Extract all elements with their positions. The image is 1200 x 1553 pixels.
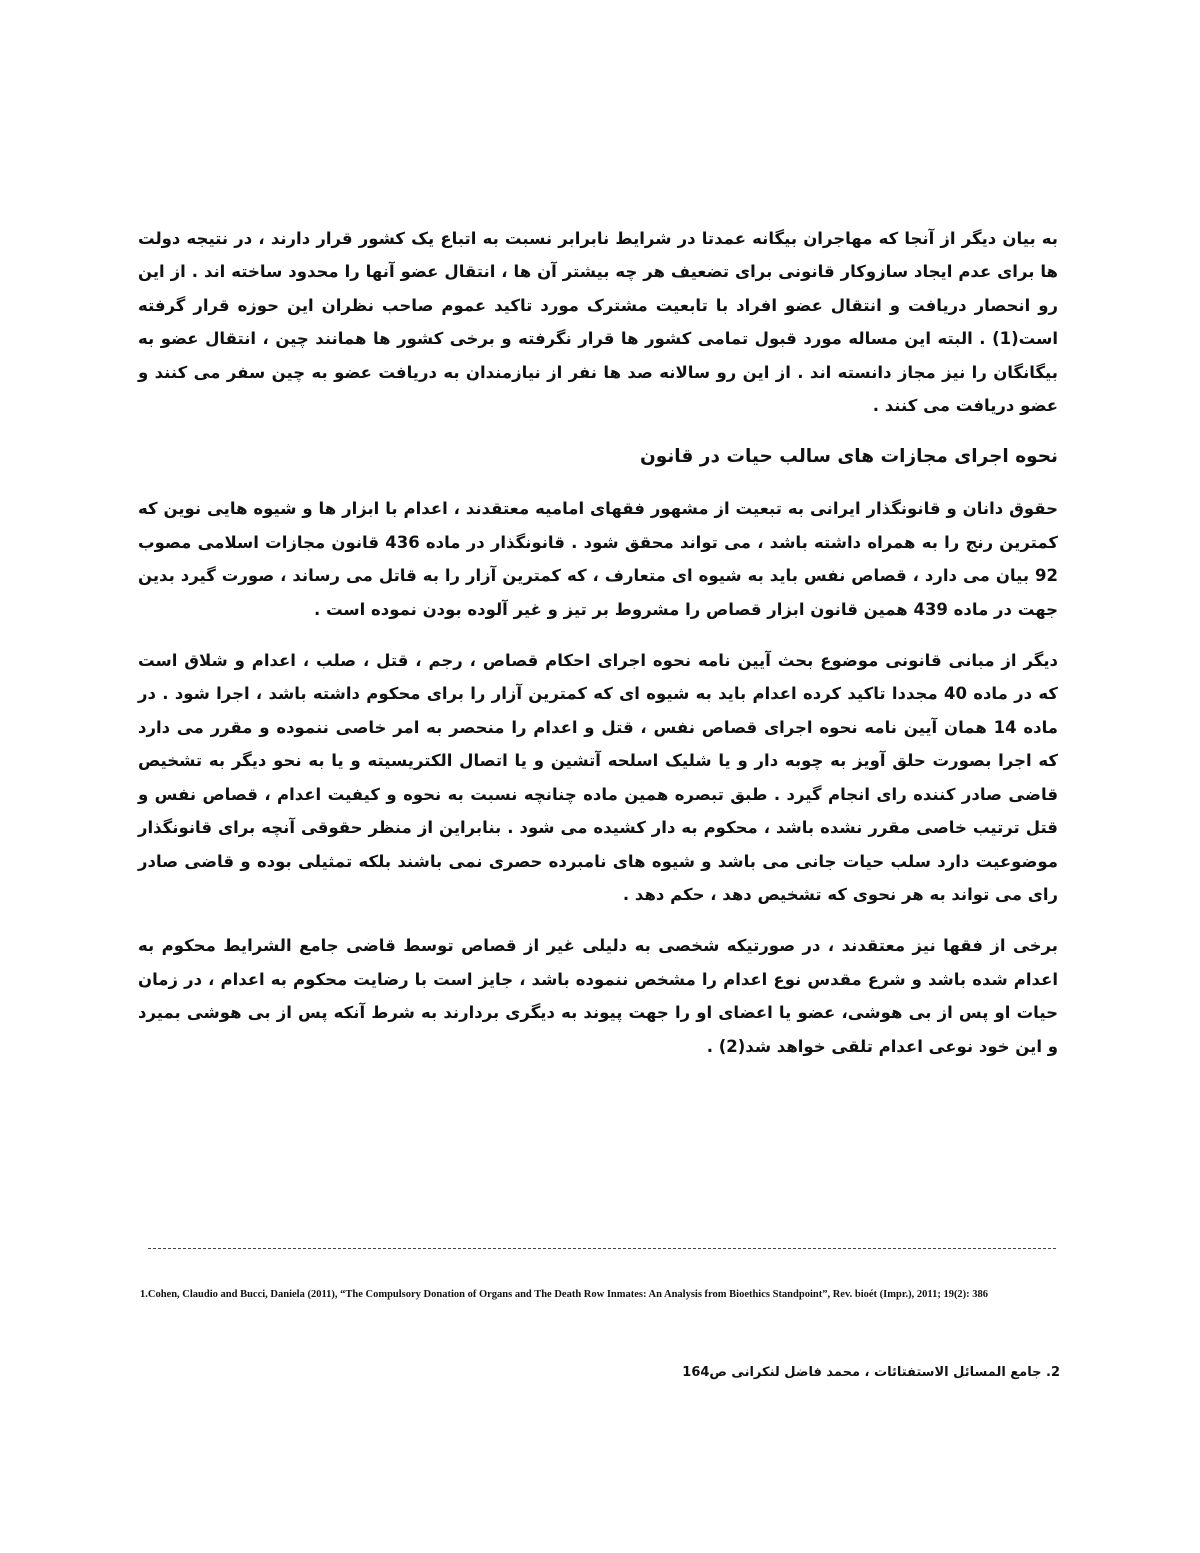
document-body (138, 222, 1058, 1081)
section-heading: نحوه اجرای مجازات های سالب حیات در قانون (639, 446, 1058, 468)
paragraph: برخی از فقها نیز معتقدند ، در صورتیکه شخصی به دلیلی غیر از قصاص توسط قاضی جامع الشرایط محکوم به اعدام شده باشد و شرع مقدس نوع اعدام را مشخص ننموده باشد ، جایز است با رضایت محکوم به اعدام ، در زمان حیات او پس از بی هوشی، عضو یا اعضای او را جهت پیوند به دیگری بردارند به شرط آنکه پس از بی هوشی بمیرد و این خود نوعی اعدام تلقی خواهد شد(2) . (138, 936, 1058, 1056)
paragraph: به بیان دیگر از آنجا که مهاجران بیگانه عمدتا در شرایط نابرابر نسبت به اتباع یک کشور قرار دارند ، در نتیجه دولت ها برای عدم ایجاد سازوکار قانونی برای تضعیف هر چه بیشتر آن ها ، انتقال عضو آنها را محدود ساخته اند . از این رو انحصار دریافت و انتقال عضو افراد با تابعیت مشترک مورد تاکید عموم صاحب نظران این حوزه قرار گرفته است(1) . البته این مساله مورد قبول تمامی کشور ها قرار نگرفته و برخی کشور ها همانند چین ، انتقال عضو به بیگانگان را نیز مجاز دانسته اند . از این رو سالانه صد ها نفر از نیازمندان به دریافت عضو به چین سفر می کنند و عضو دریافت می کنند . (138, 229, 1058, 416)
paragraph: حقوق دانان و قانونگذار ایرانی به تبعیت از مشهور فقهای امامیه معتقدند ، اعدام با ابزار ها و شیوه هایی نوین که کمترین رنج را به همراه داشته باشد ، می تواند محقق شود . قانونگذار در ماده 436 قانون مجازات اسلامی مصوب 92 بیان می دارد ، قصاص نفس باید به شیوه ای متعارف ، که کمترین آزار را به قاتل می رساند ، صورت گیرد بدین جهت در ماده 439 همین قانون ابزار قصاص را مشروط بر تیز و غیر آلوده بودن نموده است . (138, 499, 1058, 619)
footnote-separator (148, 1248, 1056, 1249)
paragraph: دیگر از مبانی قانونی موضوع بحث آیین نامه نحوه اجرای احکام قصاص ، رجم ، قتل ، صلب ، اعدام و شلاق است که در ماده 40 مجددا تاکید کرده اعدام باید به شیوه ای که کمترین آزار را برای محکوم داشته باشد ، اجرا شود . در ماده 14 همان آیین نامه نحوه اجرای قصاص نفس ، قتل و اعدام را منحصر به امر خاصی ننموده و مقرر می دارد که اجرا بصورت حلق آویز به چوبه دار و یا شلیک اسلحه آتشین و یا اتصال الکتریسیته و یا به نحو دیگر به تشخیص قاضی صادر کننده رای انجام گیرد . طبق تبصره همین ماده چنانچه نسبت به نحوه و کیفیت اعدام ، قصاص نفس و قتل ترتیب خاصی مقرر نشده باشد ، محکوم به دار کشیده می شود . بنابراین از منظر حقوقی آنچه برای قانونگذار موضوعیت دارد سلب حیات جانی می باشد و شیوه های نامبرده حصری نمی باشند بلکه تمثیلی بوده و قاضی صادر رای می تواند به هر نحوی که تشخیص دهد ، حکم دهد . (138, 651, 1059, 904)
footnote-2: 2. جامع المسائل الاستفتائات ، محمد فاضل لنکرانی ص164 (682, 1365, 1060, 1380)
footnote-1: 1.Cohen, Claudio and Bucci, Daniela (2011), “The Compulsory Donation of Organs and The Death Row Inmates: An Analysis from Bioethics Standpoint”, Rev. bioét (Impr.), 2011; 19(2): 386 (140, 1289, 989, 1300)
